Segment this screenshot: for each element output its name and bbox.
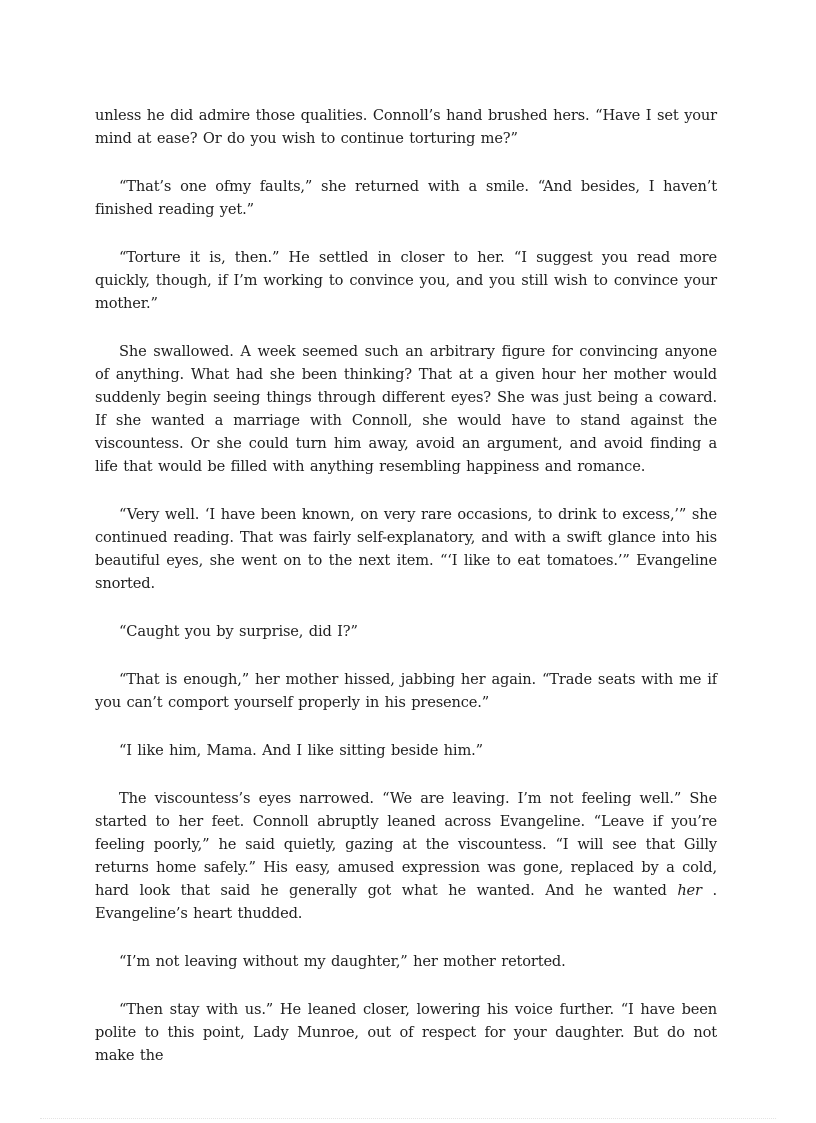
paragraph: “Very well. ‘I have been known, on very rare occasions, to drink to excess,’” she continued reading. That was fairly self-explanatory, and with a swift glance into his beautiful eyes, she went on to the next item. “‘I like to eat tomatoes.’” Evangeline snorted. bbox=[95, 506, 717, 592]
paragraph: “That’s one ofmy faults,” she returned with a smile. “And besides, I haven’t finished reading yet.” bbox=[95, 178, 717, 218]
paragraph: “Then stay with us.” He leaned closer, lowering his voice further. “I have been polite to this point, Lady Munroe, out of respect for your daughter. But do not make the bbox=[95, 1001, 717, 1064]
paragraph: “Torture it is, then.” He settled in closer to her. “I suggest you read more quickly, though, if I’m working to convince you, and you still wish to convince your mother.” bbox=[95, 249, 717, 312]
page-bottom-rule bbox=[40, 1118, 776, 1119]
paragraph-text: . Evangeline’s heart thudded. bbox=[95, 882, 717, 922]
paragraph: “That is enough,” her mother hissed, jabbing her again. “Trade seats with me if you can’t comport yourself properly in his presence.” bbox=[95, 671, 717, 711]
paragraph: “I like him, Mama. And I like sitting beside him.” bbox=[119, 742, 483, 759]
paragraph: “I’m not leaving without my daughter,” her mother retorted. bbox=[119, 953, 566, 970]
emphasis-text: her bbox=[677, 882, 702, 899]
paragraph: “Caught you by surprise, did I?” bbox=[119, 623, 358, 640]
paragraph bbox=[95, 787, 717, 925]
paragraph: She swallowed. A week seemed such an arbitrary figure for convincing anyone of anything. What had she been thinking? That at a given hour her mother would suddenly begin seeing things through different eyes? She was just being a coward. If she wanted a marriage with Connoll, she would have to stand against the viscountess. Or she could turn him away, avoid an argument, and avoid finding a life that would be filled with anything resembling happiness and romance. bbox=[95, 343, 717, 475]
paragraph: unless he did admire those qualities. Connoll’s hand brushed hers. “Have I set your mind at ease? Or do you wish to continue torturing me?” bbox=[95, 107, 717, 147]
paragraph-text: The viscountess’s eyes narrowed. “We are leaving. I’m not feeling well.” She started to her feet. Connoll abruptly leaned across Evangeline. “Leave if you’re feeling poorly,” he said quietly, gazing at the viscountess. “I will see that Gilly returns home safely.” His easy, amused expression was gone, replaced by a cold, hard look that said he generally got what he wanted. And he wanted bbox=[95, 790, 717, 899]
body-text bbox=[95, 104, 717, 1092]
